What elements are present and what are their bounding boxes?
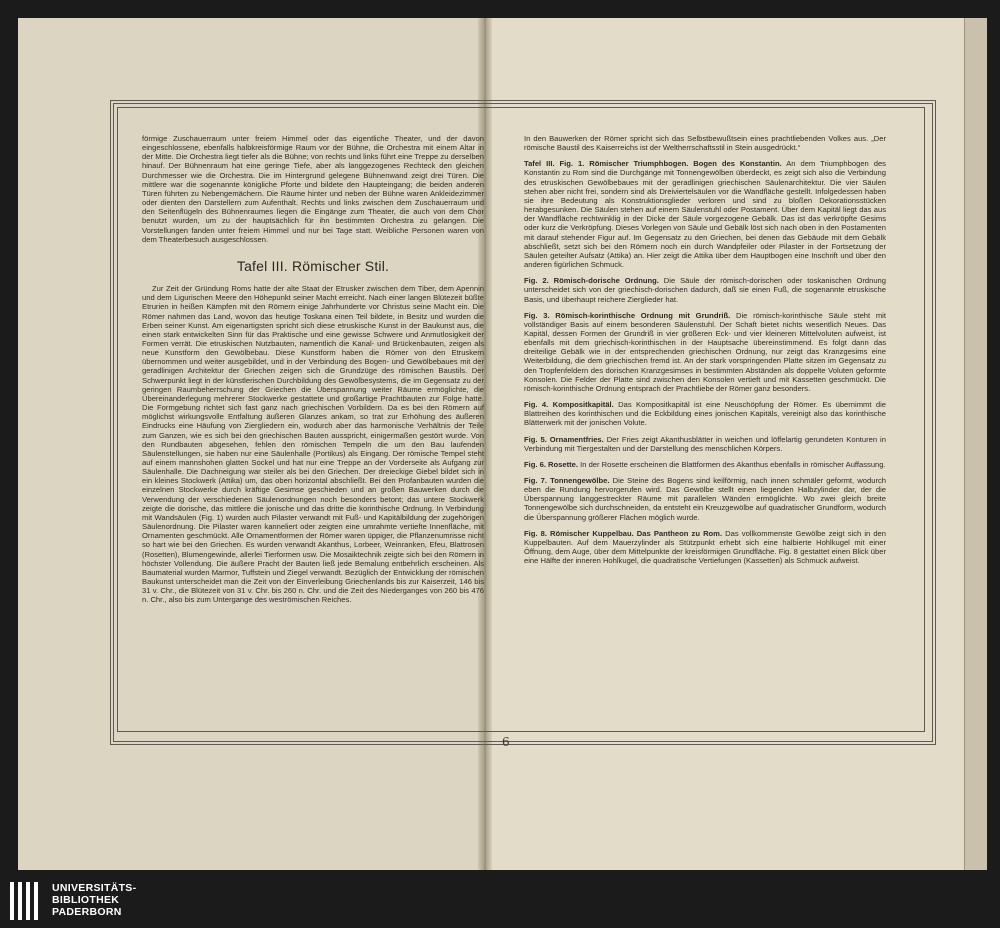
figure-description: [524, 460, 886, 469]
figure-text: An dem Triumphbogen des Konstantin zu Rom sind die Durchgänge mit Tonnengewölben überdeckt, es zeigt sich also die Verbindung des etruskischen Gewölbebaues mit der geradlinigen griechischen Säulenarchitektur. Die vier Säulen stehen aber nicht frei, sondern sind als Dreiviertelsäulen vor die Wandfläche gestellt. Infolgedessen haben sie ihre Bedeutung als Konstruktionsglieder verloren und sind zu bloßen Dekorationsstücken herabgesunken. Die Säulen stehen auf einem Säulenstuhl oder Postament. Über dem Kapitäl liegt das aus der Wandfläche rechtwinklig in der Dicke der Säule vorgezogene Gebälk. Das ist das verkröpfte Gesims oder kurz die Verkröpfung. Dieses Vorlegen von Säule und Gebälk löst sich nach oben in den Postamenten mit darauf stehender Figur auf. Im Gegensatz zu den Griechen, bei denen das Gebäude mit dem Gebälk abschließt, setzt sich bei den Römern noch ein durch Wandpfeiler oder Pilaster in der Fortsetzung der Säulen geteilter Aufsatz (Attika) an. Hier zeigt die Attika über dem Hauptbogen eine Inschrift und über den anderen figürlichen Schmuck.: [524, 159, 886, 270]
left-text-column: [142, 134, 484, 722]
logo-line: UNIVERSITÄTS-: [52, 882, 137, 894]
figure-text: Das vollkommenste Gewölbe zeigt sich in den Kuppelbauten. Auf dem Mauerzylinder als Stützpunkt erhebt sich eine halbierte Hohlkugel mit einer Öffnung, dem Auge, über dem Mittelpunkte der kreisförmigen Grundfläche. Fig. 8 gestattet einen Blick über eine Hälfte der inneren Hohlkugel, die quadratische Vertiefungen (Kassetten) als Schmuck aufweist.: [524, 528, 886, 566]
figure-description: [524, 400, 886, 427]
library-logo-icon: [10, 882, 44, 920]
library-logo: [0, 878, 200, 924]
figure-text: Das Kompositkapitäl ist eine Neuschöpfung der Römer. Es übernimmt die Blattreihen des korinthischen und die Eckbildung eines jonischen Kapitäls, vereinigt also das korinthische Blätterwerk mit der jonischen Volute.: [524, 400, 886, 428]
right-intro-paragraph: In den Bauwerken der Römer spricht sich das Selbstbewußtsein eines prachtliebenden Volkes aus. „Der römische Baustil des Kaiserreichs ist der Weltherrschaftsstil in Stein ausgedrückt.“: [524, 134, 886, 153]
right-text-column: [524, 134, 886, 722]
figure-title: Fig. 4. Kompositkapitäl.: [524, 400, 614, 410]
figure-text: Die Steine des Bogens sind keilförmig, nach innen schmäler geformt, wodurch eben die Rundung hervorgerufen wird. Das Gewölbe stellt einen liegenden Halbzylinder dar, der die Überspannung langgestreckter Räume mit parallelen Wänden ermöglichte. Wo zwei gleich breite Tonnengewölbe sich durchschneiden, da entsteht ein Kreuzgewölbe auf quadratischer Grundform, wodurch die Überspannung größerer Flächen möglich wurde.: [524, 476, 887, 522]
figure-title: Tafel III. Fig. 1. Römischer Triumphbogen. Bogen des Konstantin.: [524, 159, 782, 169]
figure-title: Fig. 6. Rosette.: [524, 459, 579, 469]
figure-text: Die Säule der römisch-dorischen oder toskanischen Ordnung unterscheidet sich von der griechisch-dorischen dadurch, daß sie einen Fuß, die sogenannte etruskische Basis, und überhaupt reichere Zierglieder hat.: [524, 276, 886, 304]
section-title: Tafel III. Römischer Stil.: [236, 257, 390, 274]
figure-description: [524, 276, 886, 303]
figure-description: [524, 159, 886, 269]
figure-text: Die römisch-korinthische Säule steht mit vollständiger Basis auf einem besonderen Säulenstuhl. Der Schaft bietet nichts wesentlich Neues. Das Kapitäl, dessen Formen der Grundriß in vier größeren Eck- und vier kleineren Mittelvoluten aufweist, ist ebenfalls mit dem griechisch-korinthischen in der Hauptsache übereinstimmend. Es folgt dann das dreiteilige Gebälk wie in der entsprechenden griechischen Ordnung, nur zeigt das Kranzgesims eine Weiterbildung, die dem griechischen fremd ist. An der stark vorspringenden Platte sitzen im Gegensatz zu den Tropfenfeldern des dorischen Kranzgesimses in bestimmten Abständen als doppelte Voluten geformte Konsolen. Die Felder der Platte sind zwischen den Konsolen vertieft und mit Kassetten geschmückt. Die römisch-korinthische Ordnung entsprach der Prachtliebe der Römer ganz besonders.: [524, 310, 886, 393]
figure-title: Fig. 8. Römischer Kuppelbau. Das Pantheon zu Rom.: [524, 528, 723, 538]
page-number: 6: [502, 735, 510, 749]
figure-text: Der Fries zeigt Akanthusblätter in weichen und löffelartig gerundeten Konturen in Verbindung mit Tiergestalten und der Darstellung des menschlichen Körpers.: [524, 434, 886, 453]
figure-description: [524, 476, 886, 522]
figure-text: In der Rosette erscheinen die Blattformen des Akanthus ebenfalls in römischer Auffassung.: [580, 459, 886, 469]
library-logo-text: [52, 882, 136, 918]
figure-title: Fig. 2. Römisch-dorische Ordnung.: [524, 276, 659, 286]
figure-title: Fig. 3. Römisch-korinthische Ordnung mit Grundriß.: [524, 310, 731, 320]
left-intro-paragraph: förmige Zuschauerraum unter freiem Himmel oder das eigentliche Theater, und der davon eingeschlossene, ebenfalls halbkreisförmige Raum vor der Bühne, die Orchestra mit einem Altar in der Mitte. Die Orchestra liegt tiefer als die Bühne; von rechts und links führt eine Treppe zu derselben hinauf. Der Bühnenraum hat eine geringe Tiefe, aber als langgezogenes Rechteck den gleichen Durchmesser wie die Orchestra. Die im Hintergrund gelegene Bühnenwand zeigt drei Türen. Die mittlere war die sogenannte königliche Pforte und bildete den Haupteingang; die beiden anderen Türen führten zu Nebengemächern. Die Räume hinter und neben der Bühne waren Ankleidezimmer oder dienten den Darstellern zum Aufenthalt. Rechts und links zwischen dem Zuschauerraum und den Seitenflügeln des Bühnenraumes liegen die Eingänge zum Theater, die auch von dem Chor benutzt wurden, um zu der hauptsächlich für ihn bestimmten Orchestra zu gelangen. Die Vorstellungen fanden unter freiem Himmel und nur bei Tage statt. Weibliche Personen waren von dem Theaterbesuch ausgeschlossen.: [142, 134, 484, 244]
logo-line: BIBLIOTHEK: [52, 894, 120, 906]
logo-line: PADERBORN: [52, 906, 122, 918]
figure-title: Fig. 7. Tonnengewölbe.: [524, 476, 610, 485]
figure-description: [524, 435, 886, 453]
figure-description: [524, 529, 886, 566]
left-body-paragraph: Zur Zeit der Gründung Roms hatte der alte Staat der Etrusker zwischen dem Tiber, dem Apennin und dem Ligurischen Meere den Höhepunkt seiner Macht erreicht. Nach einer langen Blütezeit büßte Etrurien in heißen Kämpfen mit den Römern einige Jahrhunderte vor Christus seine Macht ein. Die Römer nahmen das Land, wovon das heutige Toskana einen Teil bildete, in Besitz und wurden die Erben seiner Kunst. Am eigenartigsten spricht sich diese etruskische Kunst in der Baukunst aus, die einen stark entwickelten Sinn für das Praktische und eine gewisse Schwere und Anmutlosigkeit der Formen verrät. Die etruskischen Nutzbauten, namentlich die Kanal- und Brückenbauten, zeigen als neue Kunstform den Gewölbebau. Diese Kunstform haben die Römer von den Etruskern übernommen und weiter ausgebildet, und in der Verbindung des Bogen- und Gewölbebaues mit der geradlinigen Architektur der Griechen zeigen sich die Grundzüge des römischen Baustils. Der Schwerpunkt liegt in der künstlerischen Durchbildung des Gewölbesystems, die im Gegensatz zu der geringen Raumbeherrschung der Griechen die Überspannung weiter Räume ermöglichte, die Übereinanderlegung mehrerer Stockwerke gestattete und großartige Prachtbauten zur Folge hatte. Die Formgebung richtet sich fast ganz nach griechischen Vorbildern. Da es bei den Römern auf möglichst wirkungsvolle Entfaltung äußeren Glanzes ankam, so trat zur Erhöhung des äußeren Eindrucks eine Häufung von Ziergliedern ein, wodurch aber das harmonische Verhältnis der Teile zum Ganzen, wie es sich bei den griechischen Bauten ausspricht, einigermaßen gestört wurde. Von den Rundbauten abgesehen, fehlen den römischen Tempeln die um den Bau laufenden Säulenstellungen, sie haben nur eine Säulenhalle (Portikus) als Eingang. Der römische Tempel steht auf einem mannshohen glatten Sockel und hat nur eine Treppe an der Vorderseite als Aufgang zur Säulenhalle. Die Dachneigung war steiler als bei den Griechen. Der dreieckige Giebel bildet sich in ein kleines Stockwerk (Attika) um, das oben horizontal abschließt. Bei den Profanbauten wurden die einzelnen Stockwerke durch kräftige Gesimse geschieden und an großen Bauwerken durch die Verwendung der verschiedenen Säulenordnungen noch besonders betont; das untere Stockwerk zeigte die dorische, das mittlere die jonische und das dritte die korinthische Ordnung. In Verbindung mit Wandsäulen (Fig. 1) wurden auch Pilaster verwandt mit Fuß- und Kapitälbildung der zugehörigen Säulenordnung. Die Pilaster waren kanneliert oder zeigten eine umrahmte vertiefte Innenfläche, mit Ornamenten geschmückt. Alle Ornamentformen der Römer waren üppiger, die Pflanzenumrisse nicht so hart wie bei den Griechen. Es wurden verwandt Akanthus, Lorbeer, Weinranken, Efeu, Blattrosen (Rosetten), Blumengewinde, allerlei Tierformen usw. Die Mosaiktechnik zeigte sich bei den Römern in höchster Vollendung. Die äußere Pracht der Bauten ließ jede Bemalung entbehrlich erscheinen. Als Baumaterial wurden Marmor, Tuffstein und Ziegel verwandt. Bezüglich der Entwicklung der römischen Baukunst unterscheidet man die Zeit von der Einverleibung Griechenlands bis zur Kaiserzeit, 146 bis 31 v. Chr., die Blütezeit von 31 v. Chr. bis 260 n. Chr. und die Zeit des Niederganges von 260 bis 476 n. Chr., also bis zum Untergange des weströmischen Reiches.: [142, 284, 484, 605]
figure-title: Fig. 5. Ornamentfries.: [524, 434, 604, 444]
page-edge: [964, 18, 987, 870]
figure-description: [524, 311, 886, 393]
